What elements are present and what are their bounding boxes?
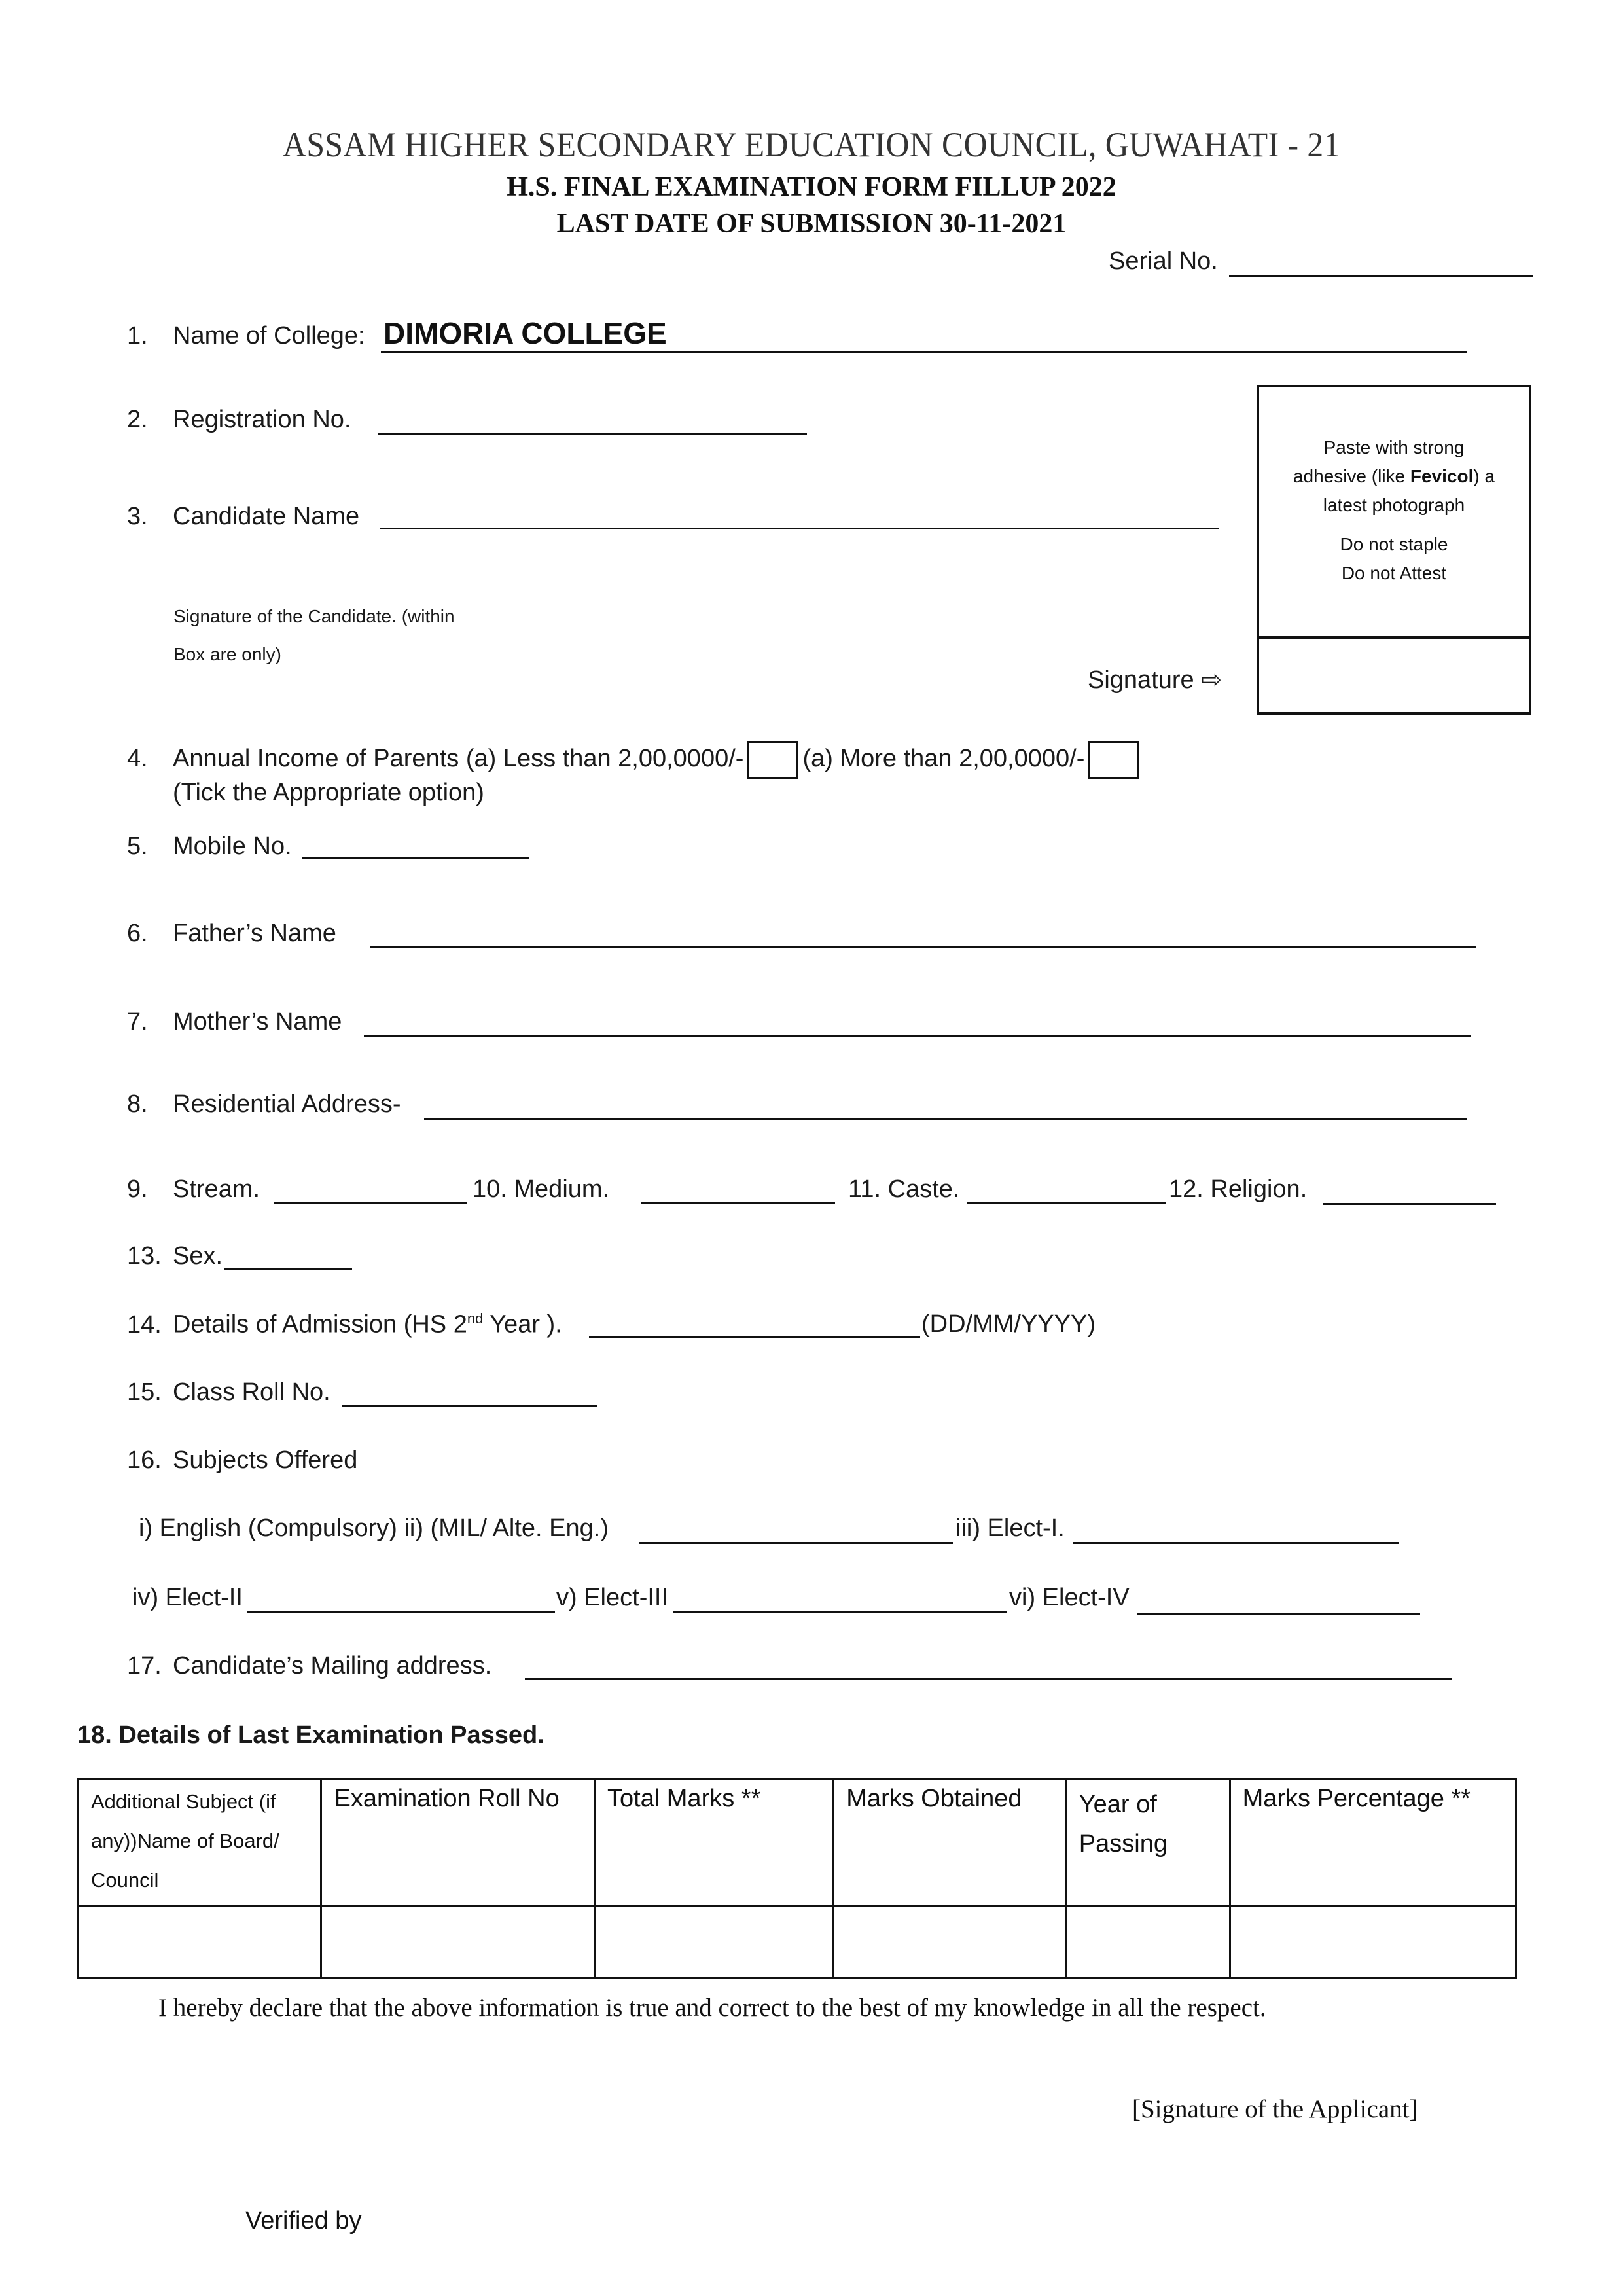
college-label: Name of College: <box>173 322 365 350</box>
mailing-label: Candidate’s Mailing address. <box>173 1652 492 1679</box>
registration-label: Registration No. <box>173 406 351 433</box>
item-number: 16. <box>127 1446 162 1474</box>
signature-label-row <box>1088 665 1222 694</box>
residential-address-field[interactable] <box>424 1118 1467 1120</box>
table-row <box>79 1907 1516 1979</box>
admission-row <box>127 1310 562 1339</box>
item-number: 4. <box>127 745 148 773</box>
roll-row <box>127 1378 330 1407</box>
serial-no-field[interactable] <box>1229 275 1533 277</box>
col-year: Year of Passing <box>1066 1779 1230 1907</box>
address-label: Residential Address- <box>173 1090 401 1118</box>
elect2-label: iv) Elect-II <box>132 1584 243 1611</box>
medium-label: Medium. <box>514 1175 610 1203</box>
text: adhesive (like <box>1293 466 1410 486</box>
address-row <box>127 1090 401 1119</box>
father-label: Father’s Name <box>173 920 336 947</box>
declaration: I hereby declare that the above information is true and correct to the best of my knowledge in all the respect. <box>158 1994 1266 2022</box>
medium-row <box>473 1175 609 1204</box>
income-more-label: (a) More than 2,00,0000/- <box>802 745 1085 773</box>
mother-label: Mother’s Name <box>173 1008 342 1035</box>
mobile-row <box>127 833 292 861</box>
photo-text-line: Do not staple <box>1340 534 1448 554</box>
item-number: 6. <box>127 920 148 947</box>
father-name-field[interactable] <box>370 946 1476 948</box>
col-total-marks: Total Marks ** <box>594 1779 833 1907</box>
stream-row <box>127 1175 260 1204</box>
item-number: 8. <box>127 1090 148 1118</box>
fevicol-text: Fevicol <box>1410 466 1474 486</box>
signature-note: Signature of the Candidate. (within <box>173 606 455 626</box>
admission-label: Details of Admission (HS 2 <box>173 1310 467 1338</box>
income-hint: (Tick the Appropriate option) <box>173 779 484 806</box>
stream-label: Stream. <box>173 1175 260 1203</box>
candidate-name-label: Candidate Name <box>173 503 360 530</box>
religion-label: Religion. <box>1210 1175 1308 1203</box>
signature-label: Signature <box>1088 666 1194 694</box>
mother-row <box>127 1008 342 1036</box>
elect1-field[interactable] <box>1073 1542 1399 1544</box>
item-number: 14. <box>127 1310 162 1338</box>
form-title: H.S. FINAL EXAMINATION FORM FILLUP 2022 <box>507 172 1116 202</box>
item-number: 9. <box>127 1175 148 1203</box>
candidate-name-row <box>127 503 359 531</box>
cell-roll-no[interactable] <box>321 1907 594 1979</box>
photo-text-line <box>1259 462 1529 491</box>
signature-note-2: Box are only) <box>173 644 281 664</box>
elect4-label: vi) Elect-IV <box>1009 1584 1130 1611</box>
registration-row <box>127 406 351 434</box>
item-number: 3. <box>127 503 148 530</box>
candidate-name-field[interactable] <box>380 528 1219 529</box>
elect2-field[interactable] <box>247 1611 555 1613</box>
serial-label: Serial No. <box>1109 247 1218 275</box>
elect4-field[interactable] <box>1137 1613 1420 1615</box>
subjects-label: Subjects Offered <box>173 1446 358 1474</box>
income-less-checkbox[interactable] <box>747 741 798 779</box>
photo-text-line: Paste with strong <box>1323 437 1465 457</box>
registration-field[interactable] <box>378 433 807 435</box>
item-number: 1. <box>127 322 148 350</box>
col-board: Additional Subject (if any))Name of Board/ Council <box>79 1779 321 1907</box>
elect1-label: iii) Elect-I. <box>955 1515 1065 1542</box>
college-field-line <box>381 351 1467 353</box>
elect3-label: v) Elect-III <box>556 1584 669 1611</box>
mobile-field[interactable] <box>302 857 529 859</box>
cell-marks-obtained[interactable] <box>834 1907 1067 1979</box>
cell-year[interactable] <box>1066 1907 1230 1979</box>
item-number: 11. <box>848 1175 882 1203</box>
medium-field[interactable] <box>641 1202 835 1204</box>
religion-field[interactable] <box>1323 1203 1496 1205</box>
college-value[interactable]: DIMORIA COLLEGE <box>383 316 667 350</box>
income-less-label: Annual Income of Parents (a) Less than 2,00,0000/- <box>173 745 744 773</box>
cell-percentage[interactable] <box>1230 1907 1516 1979</box>
last-exam-table <box>77 1778 1517 1979</box>
photo-instructions <box>1259 433 1529 588</box>
admission-date-field[interactable] <box>589 1336 920 1338</box>
mobile-label: Mobile No. <box>173 833 292 860</box>
col-marks-obtained: Marks Obtained <box>834 1779 1067 1907</box>
council-title: ASSAM HIGHER SECONDARY EDUCATION COUNCIL, GUWAHATI - 21 <box>282 125 1340 164</box>
date-format-hint: (DD/MM/YYYY) <box>921 1310 1096 1338</box>
col-percentage: Marks Percentage ** <box>1230 1779 1516 1907</box>
caste-label: Caste. <box>887 1175 960 1203</box>
class-roll-field[interactable] <box>342 1405 597 1407</box>
mil-field[interactable] <box>639 1542 953 1544</box>
religion-row <box>1169 1175 1307 1204</box>
subjects-row <box>127 1446 357 1475</box>
photo-text-line: latest photograph <box>1323 495 1465 515</box>
photo-box[interactable] <box>1257 385 1531 715</box>
stream-field[interactable] <box>274 1202 467 1204</box>
college-row <box>127 322 365 350</box>
mailing-address-field[interactable] <box>525 1678 1452 1680</box>
elect3-field[interactable] <box>673 1611 1007 1613</box>
item-number: 13. <box>127 1242 162 1270</box>
cell-board[interactable] <box>79 1907 321 1979</box>
applicant-signature-label: [Signature of the Applicant] <box>1132 2095 1418 2123</box>
table-header-row <box>79 1779 1516 1907</box>
father-row <box>127 920 336 948</box>
last-date: LAST DATE OF SUBMISSION 30-11-2021 <box>556 209 1067 239</box>
item-number: 12. <box>1169 1175 1204 1203</box>
verified-by-label: Verified by <box>245 2207 362 2234</box>
caste-field[interactable] <box>967 1202 1166 1204</box>
superscript: nd <box>467 1310 484 1327</box>
income-row <box>127 741 1143 779</box>
text: ) a <box>1473 466 1495 486</box>
signature-box-divider <box>1259 636 1529 639</box>
item-number: 15. <box>127 1378 162 1406</box>
photo-text-line: Do not Attest <box>1341 563 1447 583</box>
sex-field[interactable] <box>224 1268 352 1270</box>
mailing-row <box>127 1652 491 1680</box>
sex-row <box>127 1242 223 1270</box>
income-more-checkbox[interactable] <box>1088 741 1139 779</box>
roll-label: Class Roll No. <box>173 1378 330 1406</box>
item-number: 5. <box>127 833 148 860</box>
col-roll-no: Examination Roll No <box>321 1779 594 1907</box>
caste-row <box>848 1175 959 1204</box>
sex-label: Sex. <box>173 1242 223 1270</box>
item-number: 7. <box>127 1008 148 1035</box>
item-number: 17. <box>127 1652 162 1679</box>
mil-label: ii) (MIL/ Alte. Eng.) <box>404 1515 609 1542</box>
item-number: 2. <box>127 406 148 433</box>
last-exam-title: 18. Details of Last Examination Passed. <box>77 1721 544 1749</box>
right-arrow-icon: ⇨ <box>1201 666 1222 694</box>
item-number: 10. <box>473 1175 507 1203</box>
mother-name-field[interactable] <box>364 1035 1471 1037</box>
subject-english <box>139 1515 609 1543</box>
cell-total-marks[interactable] <box>594 1907 833 1979</box>
admission-label-end: Year ). <box>483 1310 562 1338</box>
english-label: i) English (Compulsory) <box>139 1515 397 1542</box>
